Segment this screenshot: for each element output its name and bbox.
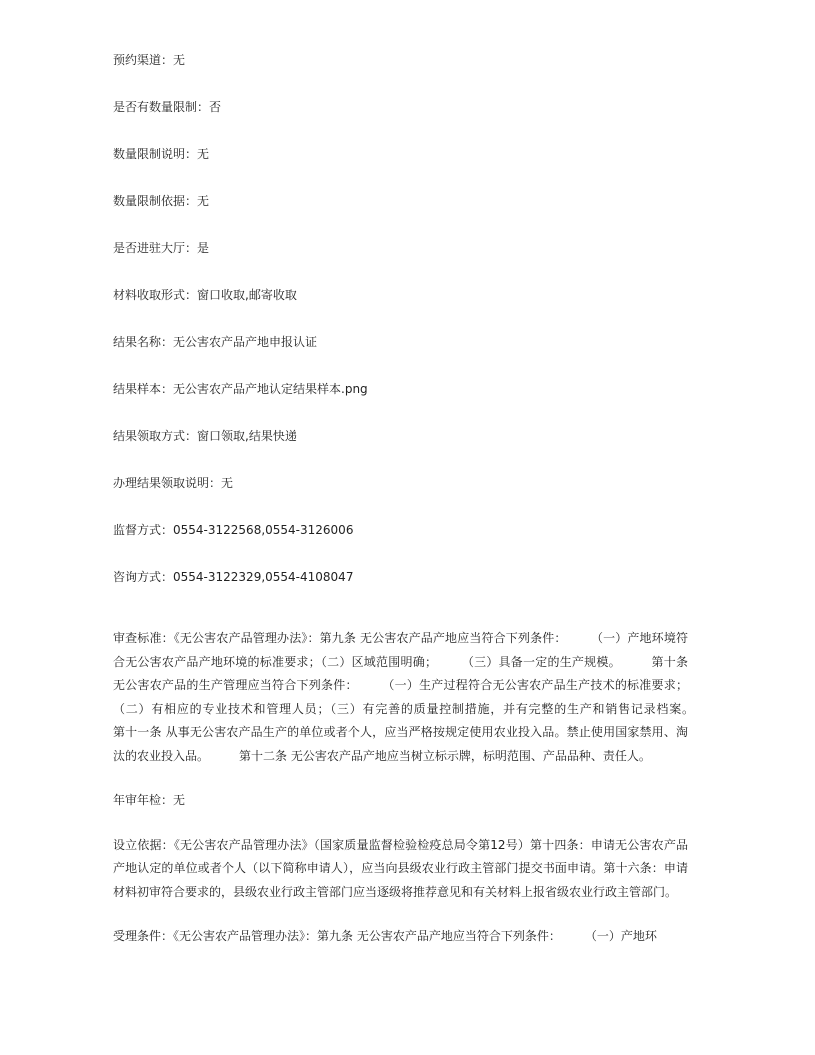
field-result-name [113, 334, 688, 381]
annual-review-value: 无 [173, 793, 186, 807]
legal-basis-text: 《无公害农产品管理办法》（国家质量监督检验检疫总局令第12号）第十四条：申请无公害农产品产地认定的单位或者个人（以下简称申请人），应当向县级农业行政主管部门提交书面申请。第十六条：申请材料初审符合要求的，县级农业行政主管部门应当逐级将推荐意见和有关材料上报省级农业行政主管部门。 [113, 837, 688, 899]
field-quantity-limit-description [113, 146, 688, 193]
review-standard-text: 《无公害农产品管理办法》：第九条 无公害农产品产地应当符合下列条件： （一）产地环境符合无公害农产品产地环境的标准要求；（二）区域范围明确； （三）具备一定的生产规模。 第十条 无公害农产品的生产管理应当符合下列条件： （一）生产过程符合无公害农产品生产技术的标准要求；（二）有相应的专业技术和管理人员；（三）有完善的质量控制措施，并有完整的生产和销售记录档案。 第十一条 从事无公害农产品生产的单位或者个人，应当严格按规定使用农业投入品。禁止使用国家禁用、淘汰的农业投入品。 第十二条 无公害农产品产地应当树立标示牌，标明范围、产品品种、责任人。 [113, 631, 725, 763]
field-result-pickup-note [113, 475, 688, 522]
field-quantity-limit [113, 99, 688, 146]
field-label: 咨询方式： [113, 570, 174, 584]
field-value: 0554-3122329,0554-4108047 [173, 570, 354, 584]
field-inquiry-contact [113, 569, 688, 616]
annual-review-label: 年审年检： [113, 793, 174, 807]
acceptance-conditions-text: 《无公害农产品管理办法》：第九条 无公害农产品产地应当符合下列条件： （一）产地环 [173, 929, 657, 943]
field-quantity-limit-basis [113, 193, 688, 240]
field-value: 窗口领取,结果快递 [197, 429, 297, 443]
acceptance-conditions-paragraph [113, 925, 688, 949]
legal-basis-label: 设立依据： [113, 837, 174, 852]
field-result-pickup-method [113, 428, 688, 475]
field-reservation-channel [113, 52, 688, 99]
field-value: 无公害农产品产地认定结果样本.png [173, 382, 368, 396]
field-label: 数量限制依据： [113, 194, 198, 208]
legal-basis-paragraph [113, 834, 688, 905]
field-label: 是否进驻大厅： [113, 241, 198, 255]
field-value: 0554-3122568,0554-3126006 [173, 523, 354, 537]
review-standard-label: 审查标准： [113, 631, 174, 645]
field-supervision-contact [113, 522, 688, 569]
field-label: 办理结果领取说明： [113, 476, 222, 490]
field-material-collection-form [113, 287, 688, 334]
field-label: 是否有数量限制： [113, 100, 210, 114]
field-label: 预约渠道： [113, 53, 174, 67]
review-standard-paragraph [113, 627, 725, 768]
field-value: 是 [197, 241, 210, 255]
field-label: 数量限制说明： [113, 147, 198, 161]
field-value: 无 [197, 194, 210, 208]
field-value: 否 [209, 100, 222, 114]
field-label: 监督方式： [113, 523, 174, 537]
field-result-sample [113, 381, 688, 428]
field-value: 无 [197, 147, 210, 161]
annual-review-line [113, 789, 688, 813]
field-value: 无 [173, 53, 186, 67]
field-label: 结果样本： [113, 382, 174, 396]
field-in-service-hall [113, 240, 688, 287]
field-value: 无 [221, 476, 234, 490]
field-label: 结果领取方式： [113, 429, 198, 443]
acceptance-conditions-label: 受理条件： [113, 929, 174, 943]
document-page [113, 52, 725, 949]
field-value: 无公害农产品产地申报认证 [173, 335, 318, 349]
field-value: 窗口收取,邮寄收取 [197, 288, 297, 302]
field-label: 材料收取形式： [113, 288, 198, 302]
field-label: 结果名称： [113, 335, 174, 349]
